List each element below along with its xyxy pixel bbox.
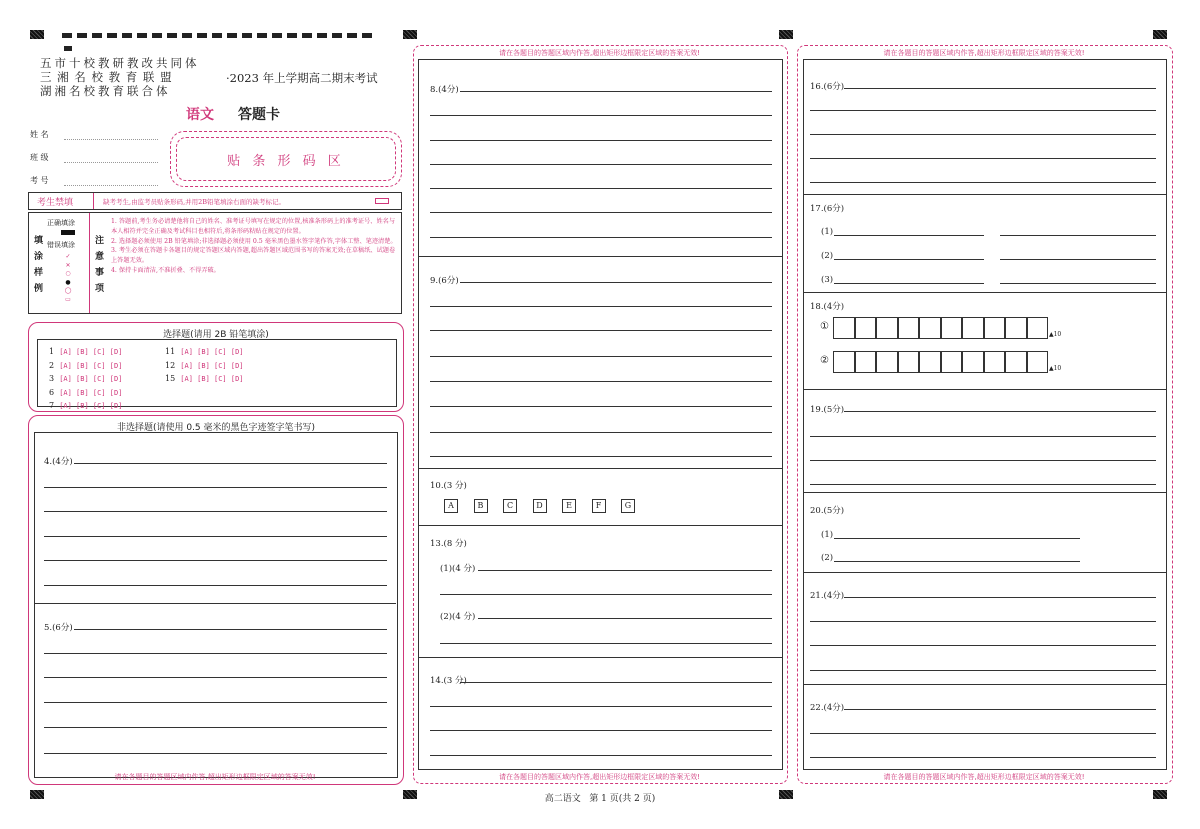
- option-box-e[interactable]: E: [562, 499, 576, 513]
- warning-text: 请在各题目的答题区域内作答,超出矩形边框限定区域的答案无效!: [498, 49, 701, 57]
- answer-line[interactable]: [430, 212, 772, 213]
- answer-line[interactable]: [810, 757, 1156, 758]
- answer-line[interactable]: [810, 733, 1156, 734]
- q18-cell[interactable]: [941, 317, 963, 339]
- wrong-mark: ○: [65, 270, 71, 277]
- correct-label: 正确填涂: [47, 219, 75, 227]
- name-label: 姓 名: [30, 130, 49, 139]
- option-box-a[interactable]: A: [444, 499, 458, 513]
- barcode-label: 贴 条 形 码 区: [227, 154, 345, 169]
- subject-title: 语文: [186, 107, 214, 123]
- q18-row-label: ②: [820, 355, 829, 366]
- q14-line[interactable]: [460, 682, 772, 683]
- q8-label: 8.(4分): [430, 85, 459, 95]
- q21-line[interactable]: [844, 597, 1156, 598]
- answer-line[interactable]: [810, 110, 1156, 111]
- q18-count: ▲10: [1049, 365, 1062, 372]
- note-item: 3. 考生必须在答题卡各题目的规定答题区域内答题,超出答题区域范围书写的答案无效;在草稿纸、试题卷上答题无效。: [111, 247, 396, 265]
- q20-2-label: (2): [821, 553, 834, 563]
- q18-cell[interactable]: [833, 317, 855, 339]
- choice-row[interactable]: [49, 385, 122, 399]
- q9-label: 9.(6分): [430, 276, 459, 286]
- question-number: 3: [49, 374, 55, 383]
- wrong-mark: ◯: [64, 287, 72, 294]
- answer-line[interactable]: [1000, 283, 1156, 284]
- choice-col-1: [49, 344, 122, 412]
- answer-line[interactable]: [834, 235, 984, 236]
- q9-line[interactable]: [460, 282, 772, 283]
- answer-line[interactable]: [44, 536, 387, 537]
- warning-text: 请在各题目的答题区域内作答,超出矩形边框限定区域的答案无效!: [114, 773, 316, 781]
- answer-line[interactable]: [44, 560, 387, 561]
- choice-options[interactable]: [A] [B] [C] [D]: [59, 375, 123, 383]
- question-number: 1: [49, 347, 55, 356]
- answer-line[interactable]: [44, 585, 387, 586]
- answer-area-middle: [418, 59, 783, 770]
- q18-cell[interactable]: [833, 351, 855, 373]
- q18-cell[interactable]: [1027, 317, 1049, 339]
- answer-line[interactable]: [430, 706, 772, 707]
- question-number: 11: [165, 347, 176, 356]
- answer-line[interactable]: [810, 182, 1156, 183]
- answer-line[interactable]: [430, 115, 772, 116]
- wrong-mark: ▭: [65, 295, 71, 303]
- absent-divider: [93, 193, 94, 209]
- q13-1-label: (1)(4 分): [440, 564, 476, 574]
- q13-2-line[interactable]: [478, 618, 772, 619]
- q4-label: 4.(4分): [44, 457, 73, 467]
- q18-cell[interactable]: [855, 317, 877, 339]
- class-field[interactable]: [64, 162, 158, 163]
- note-item: 4. 保持卡面清洁,不准折叠、不得弄破。: [111, 266, 220, 274]
- section-divider: [418, 657, 782, 658]
- q14-label: 14.(3 分): [430, 676, 467, 686]
- timing-track: [62, 33, 372, 38]
- choice-title: 选择题(请用 2B 铅笔填涂): [163, 330, 269, 340]
- q16-line[interactable]: [844, 88, 1156, 89]
- q20-1-label: (1): [821, 530, 834, 540]
- q18-cell[interactable]: [919, 351, 941, 373]
- answer-line[interactable]: [834, 259, 984, 260]
- answer-line[interactable]: [810, 158, 1156, 159]
- section-divider: [803, 389, 1166, 390]
- q18-row-label: ①: [820, 321, 829, 332]
- nonchoice-title: 非选择题(请使用 0.5 毫米的黑色字迹签字笔书写): [116, 423, 316, 433]
- q5-line[interactable]: [74, 629, 387, 630]
- class-label: 班 级: [30, 153, 49, 162]
- answer-line[interactable]: [810, 460, 1156, 461]
- q20-label: 20.(5分): [810, 506, 845, 516]
- answer-line[interactable]: [430, 381, 772, 382]
- warning-text: 请在各题目的答题区域内作答,超出矩形边框限定区域的答案无效!: [883, 49, 1085, 57]
- registration-mark: [779, 30, 793, 39]
- section-divider: [803, 194, 1166, 195]
- question-number: 15: [165, 374, 176, 383]
- q17-label: 17.(6分): [810, 204, 845, 214]
- q18-cell[interactable]: [1027, 351, 1049, 373]
- absent-mark-box[interactable]: [375, 198, 389, 204]
- choice-options[interactable]: [A] [B] [C] [D]: [180, 348, 244, 356]
- wrong-label: 错误填涂: [47, 241, 75, 249]
- absent-text: 缺考考生,由监考员贴条形码,并用2B铅笔填涂右面的缺考标记。: [103, 198, 286, 206]
- q10-label: 10.(3 分): [430, 481, 467, 491]
- name-field[interactable]: [64, 139, 158, 140]
- answer-line[interactable]: [430, 432, 772, 433]
- q18-cell[interactable]: [962, 317, 984, 339]
- q18-cell[interactable]: [1005, 317, 1027, 339]
- registration-mark: [1153, 30, 1167, 39]
- wrong-marks: [61, 253, 75, 304]
- section-divider: [803, 292, 1166, 293]
- absent-row: [28, 192, 402, 210]
- instructions-box: [28, 212, 402, 314]
- answer-line[interactable]: [430, 237, 772, 238]
- option-box-d[interactable]: D: [533, 499, 547, 513]
- school-line-1: 五市十校教研教改共同体: [40, 56, 200, 70]
- answer-line[interactable]: [440, 594, 772, 595]
- choice-options[interactable]: [A] [B] [C] [D]: [59, 402, 123, 410]
- choice-row[interactable]: [49, 371, 122, 385]
- answer-line[interactable]: [810, 134, 1156, 135]
- q17-item-label: (3): [821, 275, 834, 285]
- answer-area-right: [803, 59, 1167, 770]
- q17-item-label: (2): [821, 251, 834, 261]
- q18-cell[interactable]: [855, 351, 877, 373]
- choice-options[interactable]: [A] [B] [C] [D]: [59, 388, 123, 397]
- q18-cell[interactable]: [941, 351, 963, 373]
- school-names: [40, 56, 200, 98]
- question-number: 7: [49, 401, 55, 410]
- section-divider: [803, 684, 1166, 685]
- timing-mark: [64, 46, 72, 51]
- q18-cell[interactable]: [984, 317, 1006, 339]
- notes-list: [111, 217, 397, 276]
- choice-options[interactable]: [A] [B] [C] [D]: [59, 348, 123, 356]
- answer-line[interactable]: [430, 456, 772, 457]
- q18-label: 18.(4分): [810, 302, 845, 312]
- q18-cell[interactable]: [962, 351, 984, 373]
- section-divider: [803, 492, 1166, 493]
- q18-cell[interactable]: [1005, 351, 1027, 373]
- q8-line[interactable]: [460, 91, 772, 92]
- wrong-mark: ✓: [65, 253, 71, 260]
- choice-row[interactable]: [49, 398, 122, 412]
- answer-line[interactable]: [440, 643, 772, 644]
- q13-label: 13.(8 分): [430, 539, 467, 549]
- answer-line[interactable]: [44, 702, 387, 703]
- answer-line[interactable]: [430, 188, 772, 189]
- q19-line[interactable]: [844, 411, 1156, 412]
- correct-mark: [61, 230, 75, 235]
- page-footer: 高二语文 第 1 页(共 2 页): [544, 794, 656, 804]
- answer-line[interactable]: [44, 677, 387, 678]
- q13-1-line[interactable]: [478, 570, 772, 571]
- q18-cell[interactable]: [876, 351, 898, 373]
- answer-line[interactable]: [810, 645, 1156, 646]
- notes-title-text: 注 意 事 项: [95, 236, 105, 294]
- answer-line[interactable]: [44, 753, 387, 754]
- answer-line[interactable]: [44, 727, 387, 728]
- answer-line[interactable]: [810, 436, 1156, 437]
- absent-label: 考生禁填: [37, 198, 74, 208]
- note-item: 1. 答题前,考生务必请楚他将自己的姓名、准考证号填写在规定的位置,核准条形码上的准考证号、姓名与本人相符并完全正确及考试科目也相符后,将条形码粘贴在规定的位置。: [111, 218, 396, 235]
- q20-2-line[interactable]: [834, 561, 1080, 562]
- q16-label: 16.(6分): [810, 82, 845, 92]
- q19-label: 19.(5分): [810, 405, 845, 415]
- q17-item-label: (1): [821, 227, 834, 237]
- section-divider: [803, 572, 1166, 573]
- choice-options[interactable]: [A] [B] [C] [D]: [59, 361, 123, 370]
- instructions-divider: [89, 213, 90, 313]
- q18-cell[interactable]: [898, 351, 920, 373]
- question-number: 12: [165, 360, 176, 370]
- q22-label: 22.(4分): [810, 703, 845, 713]
- school-line-3: 湖湘名校教育联合体: [40, 84, 171, 98]
- section-divider: [418, 525, 782, 526]
- answer-line[interactable]: [834, 283, 984, 284]
- section-divider: [418, 256, 782, 257]
- choice-options[interactable]: [A] [B] [C] [D]: [180, 375, 244, 383]
- answer-line[interactable]: [430, 330, 772, 331]
- answer-line[interactable]: [44, 511, 387, 512]
- q18-count: ▲10: [1049, 331, 1062, 338]
- answer-line[interactable]: [430, 306, 772, 307]
- section-divider: [34, 603, 396, 604]
- choice-section: [28, 322, 404, 412]
- choice-options[interactable]: [A] [B] [C] [D]: [180, 361, 244, 370]
- nonchoice-section: [28, 415, 404, 785]
- answer-line[interactable]: [44, 487, 387, 488]
- q4-line[interactable]: [74, 463, 387, 464]
- question-number: 2: [49, 360, 55, 370]
- section-divider: [418, 468, 782, 469]
- q22-line[interactable]: [844, 709, 1156, 710]
- answer-line[interactable]: [1000, 235, 1156, 236]
- card-title: 答题卡: [238, 107, 280, 123]
- exam-title: ·2023 年上学期高二期末考试: [226, 71, 378, 85]
- option-box-c[interactable]: C: [503, 499, 517, 513]
- answer-line[interactable]: [810, 621, 1156, 622]
- option-box-f[interactable]: F: [592, 499, 606, 513]
- q18-cell[interactable]: [876, 317, 898, 339]
- wrong-mark: ●: [65, 278, 71, 286]
- answer-line[interactable]: [430, 140, 772, 141]
- notes-title: [95, 233, 105, 297]
- answer-line[interactable]: [430, 406, 772, 407]
- q18-cell[interactable]: [898, 317, 920, 339]
- option-box-b[interactable]: B: [474, 499, 488, 513]
- warning-text: 请在各题目的答题区域内作答,超出矩形边框限定区域的答案无效!: [883, 773, 1085, 781]
- choice-col-2: [165, 344, 244, 385]
- q5-label: 5.(6分): [44, 623, 73, 633]
- number-field[interactable]: [64, 185, 158, 186]
- q18-cell[interactable]: [919, 317, 941, 339]
- fill-example-title-text: 填 涂 样 例: [34, 236, 44, 294]
- answer-line[interactable]: [430, 356, 772, 357]
- q21-label: 21.(4分): [810, 591, 845, 601]
- answer-line[interactable]: [430, 730, 772, 731]
- answer-line[interactable]: [810, 484, 1156, 485]
- school-line-2: 三 湘 名 校 教 育 联 盟: [40, 70, 173, 84]
- choice-row[interactable]: [49, 344, 122, 358]
- note-item: 2. 选择题必须使用 2B 铅笔填涂;非选择题必须使用 0.5 毫米黑色墨水签字笔作答,字体工整、笔迹清楚。: [111, 237, 397, 245]
- answer-line[interactable]: [1000, 259, 1156, 260]
- choice-row[interactable]: [165, 371, 244, 385]
- answer-line[interactable]: [810, 670, 1156, 671]
- q13-2-label: (2)(4 分): [440, 612, 476, 622]
- choice-row[interactable]: [49, 358, 122, 372]
- barcode-area: [170, 131, 402, 187]
- question-number: 6: [49, 387, 55, 397]
- registration-mark: [403, 30, 417, 39]
- fill-example-title: [34, 233, 44, 297]
- answer-line[interactable]: [44, 653, 387, 654]
- answer-line[interactable]: [430, 755, 772, 756]
- option-box-g[interactable]: G: [621, 499, 635, 513]
- registration-mark: [30, 30, 44, 39]
- wrong-mark: ✕: [65, 261, 71, 269]
- warning-text: 请在各题目的答题区域内作答,超出矩形边框限定区域的答案无效!: [498, 773, 701, 781]
- answer-line[interactable]: [430, 164, 772, 165]
- number-label: 考 号: [30, 176, 49, 185]
- q18-cell[interactable]: [984, 351, 1006, 373]
- q20-1-line[interactable]: [834, 538, 1080, 539]
